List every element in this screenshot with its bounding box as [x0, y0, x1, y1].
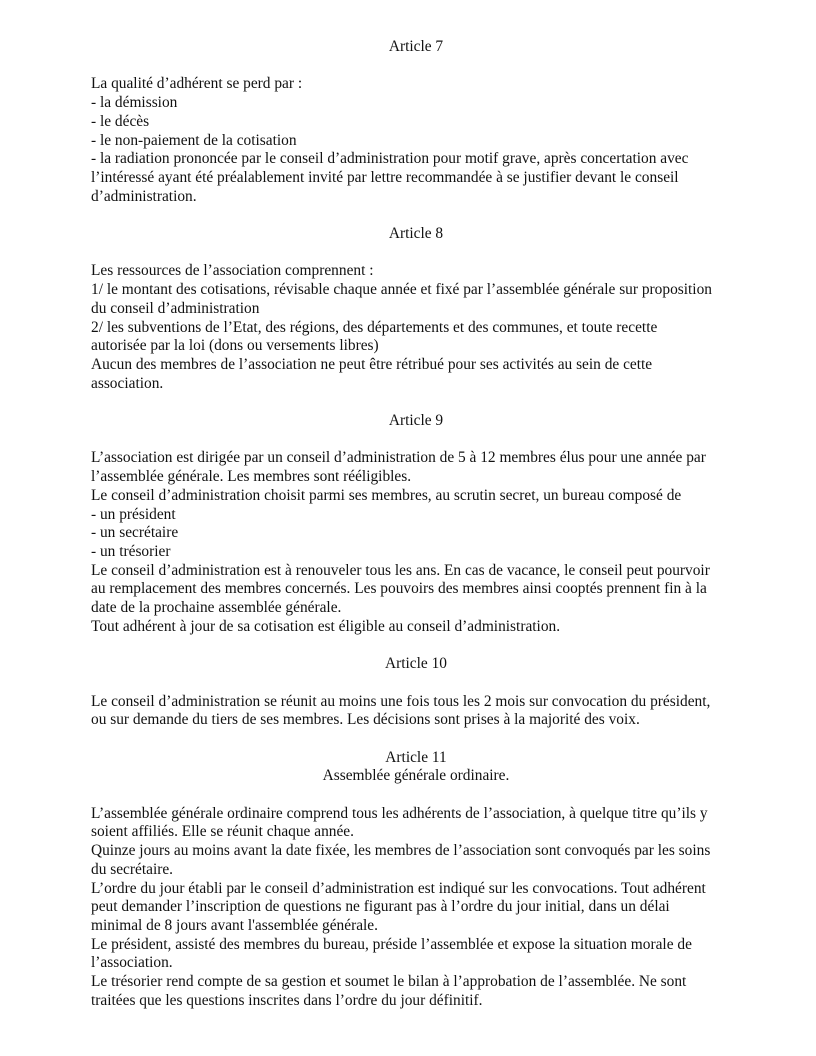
- article-9: [91, 412, 741, 636]
- text-line: Quinze jours au moins avant la date fixée, les membres de l’association sont convoqués par les soins: [91, 842, 711, 860]
- text-line: - un trésorier: [91, 542, 171, 560]
- text-line: du conseil d’administration: [91, 299, 260, 317]
- text-line: Aucun des membres de l’association ne peut être rétribué pour ses activités au sein de cette: [91, 355, 653, 373]
- text-line: autorisée par la loi (dons ou versements libres): [91, 337, 379, 355]
- text-line: L’assemblée générale ordinaire comprend tous les adhérents de l’association, à quelque titre qu’ils y: [91, 804, 708, 822]
- text-line: Le président, assisté des membres du bureau, préside l’assemblée et expose la situation morale de: [91, 935, 692, 953]
- text-line: traitées que les questions inscrites dans l’ordre du jour définitif.: [91, 991, 483, 1009]
- article-11: [91, 749, 741, 1011]
- text-line: L’association est dirigée par un conseil d’administration de 5 à 12 membres élus pour une année par: [91, 449, 706, 467]
- text-line: minimal de 8 jours avant l'assemblée générale.: [91, 916, 378, 934]
- article-body: [91, 449, 741, 636]
- text-line: au remplacement des membres concernés. Les pouvoirs des membres ainsi cooptés prennent fin à la: [91, 580, 707, 598]
- article-body: [91, 693, 741, 730]
- text-line: soient affiliés. Elle se réunit chaque année.: [91, 823, 354, 841]
- article-10: [91, 655, 741, 730]
- article-title: Article 8: [388, 225, 444, 242]
- text-line: - un secrétaire: [91, 524, 179, 542]
- text-line: peut demander l’inscription de questions ne figurant pas à l’ordre du jour initial, dans un délai: [91, 898, 670, 916]
- text-line: - la radiation prononcée par le conseil d’administration pour motif grave, après concertation avec: [91, 150, 689, 168]
- text-line: l’assemblée générale. Les membres sont rééligibles.: [91, 468, 412, 486]
- text-line: association.: [91, 374, 164, 392]
- text-line: Le trésorier rend compte de sa gestion et soumet le bilan à l’approbation de l’assemblée. Ne sont: [91, 973, 687, 991]
- text-line: 2/ les subventions de l’Etat, des régions, des départements et des communes, et toute recette: [91, 318, 658, 336]
- text-line: Tout adhérent à jour de sa cotisation est éligible au conseil d’administration.: [91, 617, 561, 635]
- text-line: - un président: [91, 505, 176, 523]
- document-page: [91, 38, 741, 1029]
- text-line: l’association.: [91, 954, 173, 972]
- article-body: [91, 805, 741, 1011]
- article-7: [91, 38, 741, 206]
- article-subtitle: Assemblée générale ordinaire.: [322, 767, 510, 785]
- text-line: - le décès: [91, 112, 150, 130]
- text-line: Les ressources de l’association comprennent :: [91, 262, 374, 280]
- article-title: Article 11: [385, 748, 447, 766]
- text-line: Le conseil d’administration se réunit au moins une fois tous les 2 mois sur convocation du président,: [91, 692, 711, 710]
- article-body: [91, 75, 741, 206]
- article-title: Article 9: [388, 412, 444, 429]
- article-8: [91, 225, 741, 393]
- text-line: du secrétaire.: [91, 860, 174, 878]
- text-line: 1/ le montant des cotisations, révisable chaque année et fixé par l’assemblée générale sur proposition: [91, 281, 712, 299]
- text-line: date de la prochaine assemblée générale.: [91, 599, 342, 617]
- text-line: - la démission: [91, 94, 178, 112]
- text-line: L’ordre du jour établi par le conseil d’administration est indiqué sur les convocations. Tout adhérent: [91, 879, 706, 897]
- text-line: Le conseil d’administration est à renouveler tous les ans. En cas de vacance, le conseil peut pourvoir: [91, 561, 710, 579]
- text-line: Le conseil d’administration choisit parmi ses membres, au scrutin secret, un bureau composé de: [91, 486, 682, 504]
- article-title: Article 10: [385, 655, 447, 673]
- text-line: l’intéressé ayant été préalablement invité par lettre recommandée à se justifier devant le conseil: [91, 168, 679, 186]
- text-line: d’administration.: [91, 187, 197, 205]
- text-line: - le non-paiement de la cotisation: [91, 131, 297, 149]
- text-line: ou sur demande du tiers de ses membres. Les décisions sont prises à la majorité des voix.: [91, 711, 640, 729]
- article-body: [91, 262, 741, 393]
- article-title: Article 7: [388, 38, 444, 55]
- text-line: La qualité d’adhérent se perd par :: [91, 75, 303, 93]
